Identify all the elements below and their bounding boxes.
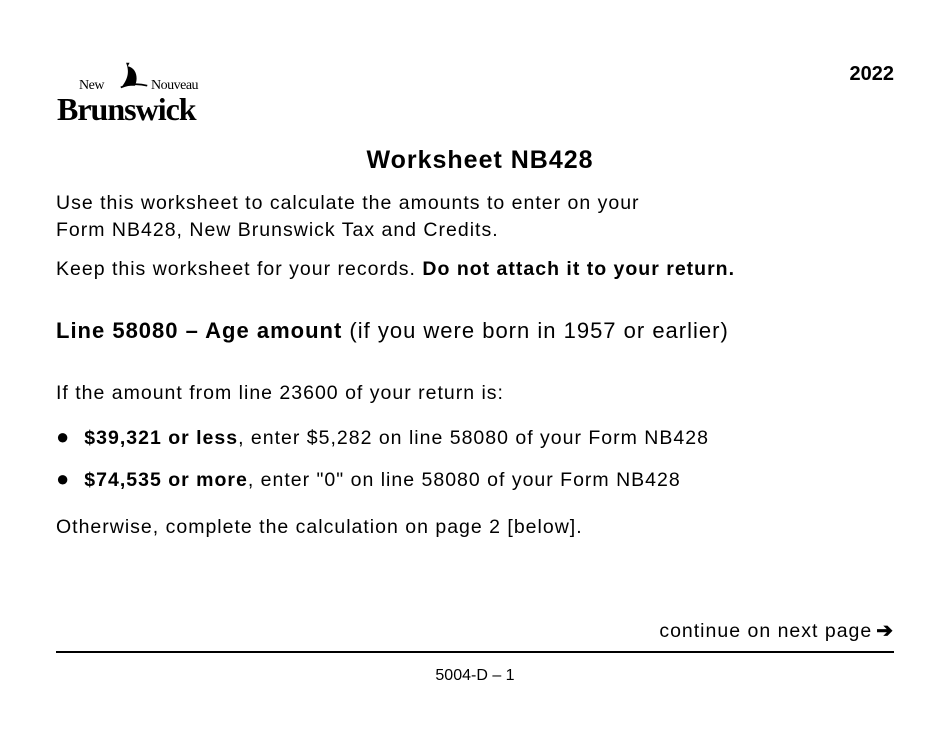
divider [56, 651, 894, 653]
logo-new-text: New [79, 78, 104, 93]
bullet-text: , enter "0" on line 58080 of your Form NB428 [247, 469, 681, 491]
bullet-icon: ● [56, 424, 71, 449]
keep-warning: Do not attach it to your return. [422, 258, 735, 280]
continue-link[interactable] [659, 620, 894, 643]
condition-text: If the amount from line 23600 of your return is: [56, 382, 504, 404]
bullet-bold: $74,535 or more [84, 469, 248, 491]
section-note: (if you were born in 1957 or earlier) [342, 318, 729, 343]
arrow-right-icon: ➔ [876, 620, 894, 642]
page-footer: 5004-D – 1 [435, 667, 515, 684]
intro-line-2: Form NB428, New Brunswick Tax and Credits. [56, 219, 499, 241]
bullet-icon: ● [56, 466, 71, 491]
keep-note [56, 258, 735, 280]
bullet-text: , enter $5,282 on line 58080 of your Form NB428 [238, 427, 709, 449]
bullet-item [56, 466, 681, 491]
logo-nouveau-text: Nouveau [151, 78, 199, 93]
keep-text: Keep this worksheet for your records. [56, 258, 423, 280]
tax-year: 2022 [849, 63, 894, 85]
logo-brunswick-text: Brunswick [57, 91, 196, 127]
section-heading [56, 318, 729, 343]
section-title: Line 58080 – Age amount [56, 318, 343, 343]
bullet-item [56, 424, 709, 449]
ship-icon [119, 60, 149, 92]
otherwise-text: Otherwise, complete the calculation on page 2 [below]. [56, 516, 583, 538]
continue-text: continue on next page [659, 620, 873, 642]
page-title: Worksheet NB428 [366, 146, 594, 174]
intro-line-1: Use this worksheet to calculate the amounts to enter on your [56, 192, 640, 214]
new-brunswick-logo [57, 60, 217, 127]
bullet-bold: $39,321 or less [84, 427, 239, 449]
